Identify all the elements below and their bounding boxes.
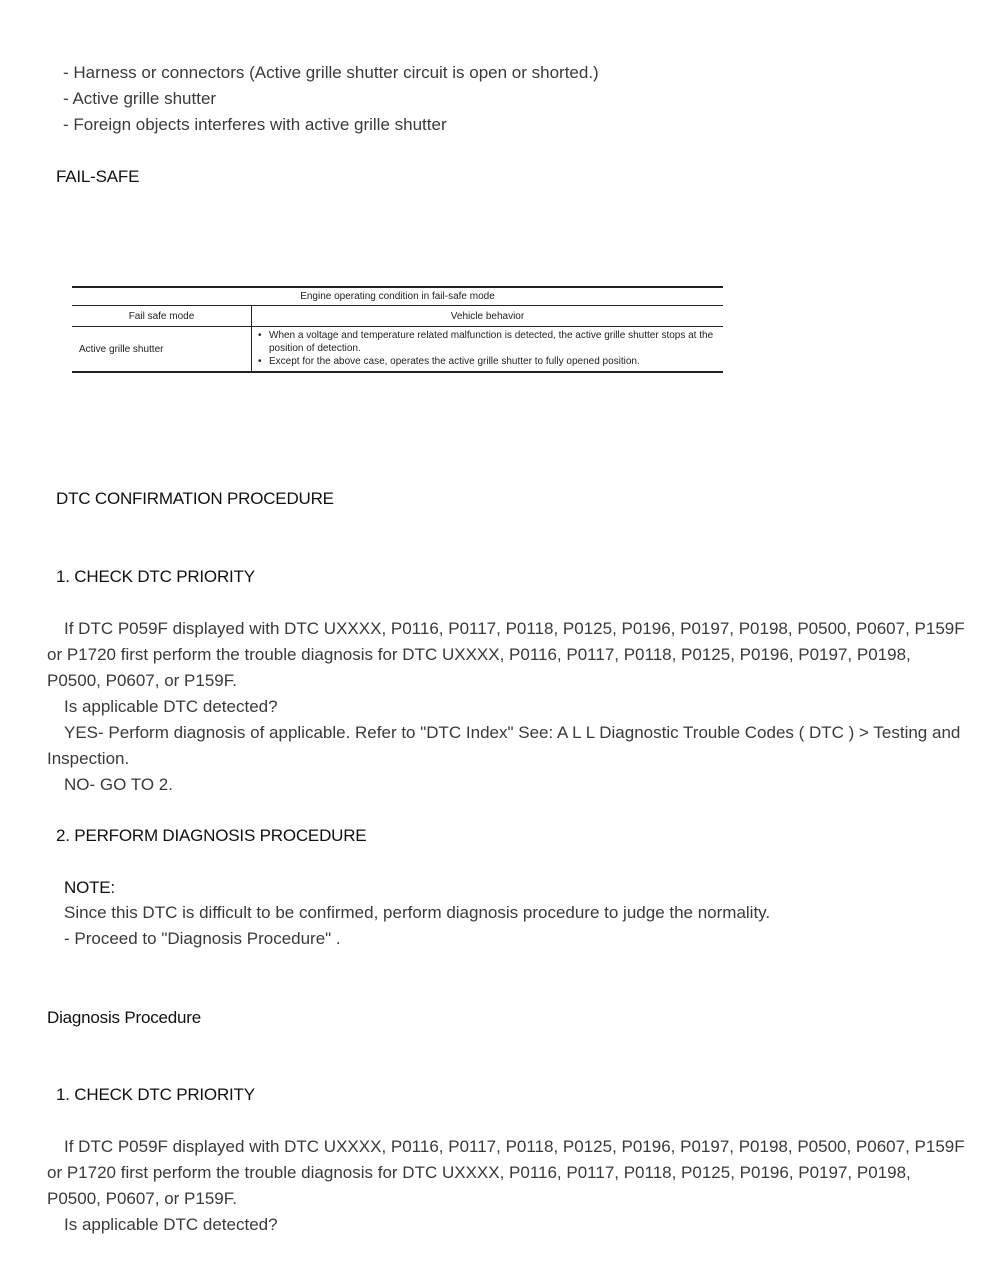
behavior-list <box>258 329 717 368</box>
note-text: Since this DTC is difficult to be confirmed, perform diagnosis procedure to judge the normality. <box>64 903 771 922</box>
fail-safe-mode-header: Fail safe mode <box>72 306 252 327</box>
step1-text: If DTC P059F displayed with DTC UXXXX, P0116, P0117, P0118, P0125, P0196, P0197, P0198, P0500, P0607, P159F or P1720 first perform the trouble diagnosis for DTC UXXXX, P0116, P0117, P0118, P0125, P0196, P0197, P0198, P0500, P0607, or P159F. <box>47 619 965 690</box>
cause-item: - Active grille shutter <box>63 89 217 108</box>
vehicle-behavior-cell <box>252 327 724 373</box>
step1-no-answer: NO- GO TO 2. <box>64 775 173 794</box>
diag-step1-paragraph <box>47 1134 967 1238</box>
dtc-confirmation-heading: DTC CONFIRMATION PROCEDURE <box>56 489 334 508</box>
fail-safe-heading: FAIL-SAFE <box>56 167 140 186</box>
cause-item: - Harness or connectors (Active grille shutter circuit is open or shorted.) <box>63 63 599 82</box>
fail-safe-table <box>72 286 723 373</box>
step1-yes-answer: YES- Perform diagnosis of applicable. Refer to "DTC Index" See: A L L Diagnostic Trouble Codes ( DTC ) > Testing and Inspection. <box>47 723 961 768</box>
behavior-item: • When a voltage and temperature related malfunction is detected, the active grille shutter stops at the position of detection. <box>269 329 717 355</box>
note-label: NOTE: <box>64 878 115 897</box>
behavior-item: • Except for the above case, operates the active grille shutter to fully opened position. <box>269 355 717 368</box>
diag-step1-heading: 1. CHECK DTC PRIORITY <box>56 1085 255 1104</box>
step1-question: Is applicable DTC detected? <box>64 697 278 716</box>
step1-paragraph <box>47 616 967 798</box>
diagnosis-procedure-heading: Diagnosis Procedure <box>47 1008 202 1027</box>
cause-item: - Foreign objects interferes with active grille shutter <box>63 115 447 134</box>
fail-safe-table-caption: Engine operating condition in fail-safe mode <box>72 287 723 306</box>
proceed-text: - Proceed to "Diagnosis Procedure" . <box>64 929 341 948</box>
step2-heading: 2. PERFORM DIAGNOSIS PROCEDURE <box>56 826 367 845</box>
diag-step1-text: If DTC P059F displayed with DTC UXXXX, P0116, P0117, P0118, P0125, P0196, P0197, P0198, P0500, P0607, P159F or P1720 first perform the trouble diagnosis for DTC UXXXX, P0116, P0117, P0118, P0125, P0196, P0197, P0198, P0500, P0607, or P159F. <box>47 1137 965 1208</box>
step1-heading: 1. CHECK DTC PRIORITY <box>56 567 255 586</box>
vehicle-behavior-header: Vehicle behavior <box>252 306 724 327</box>
fail-safe-mode-cell: Active grille shutter <box>72 327 252 373</box>
diag-step1-question: Is applicable DTC detected? <box>64 1215 278 1234</box>
